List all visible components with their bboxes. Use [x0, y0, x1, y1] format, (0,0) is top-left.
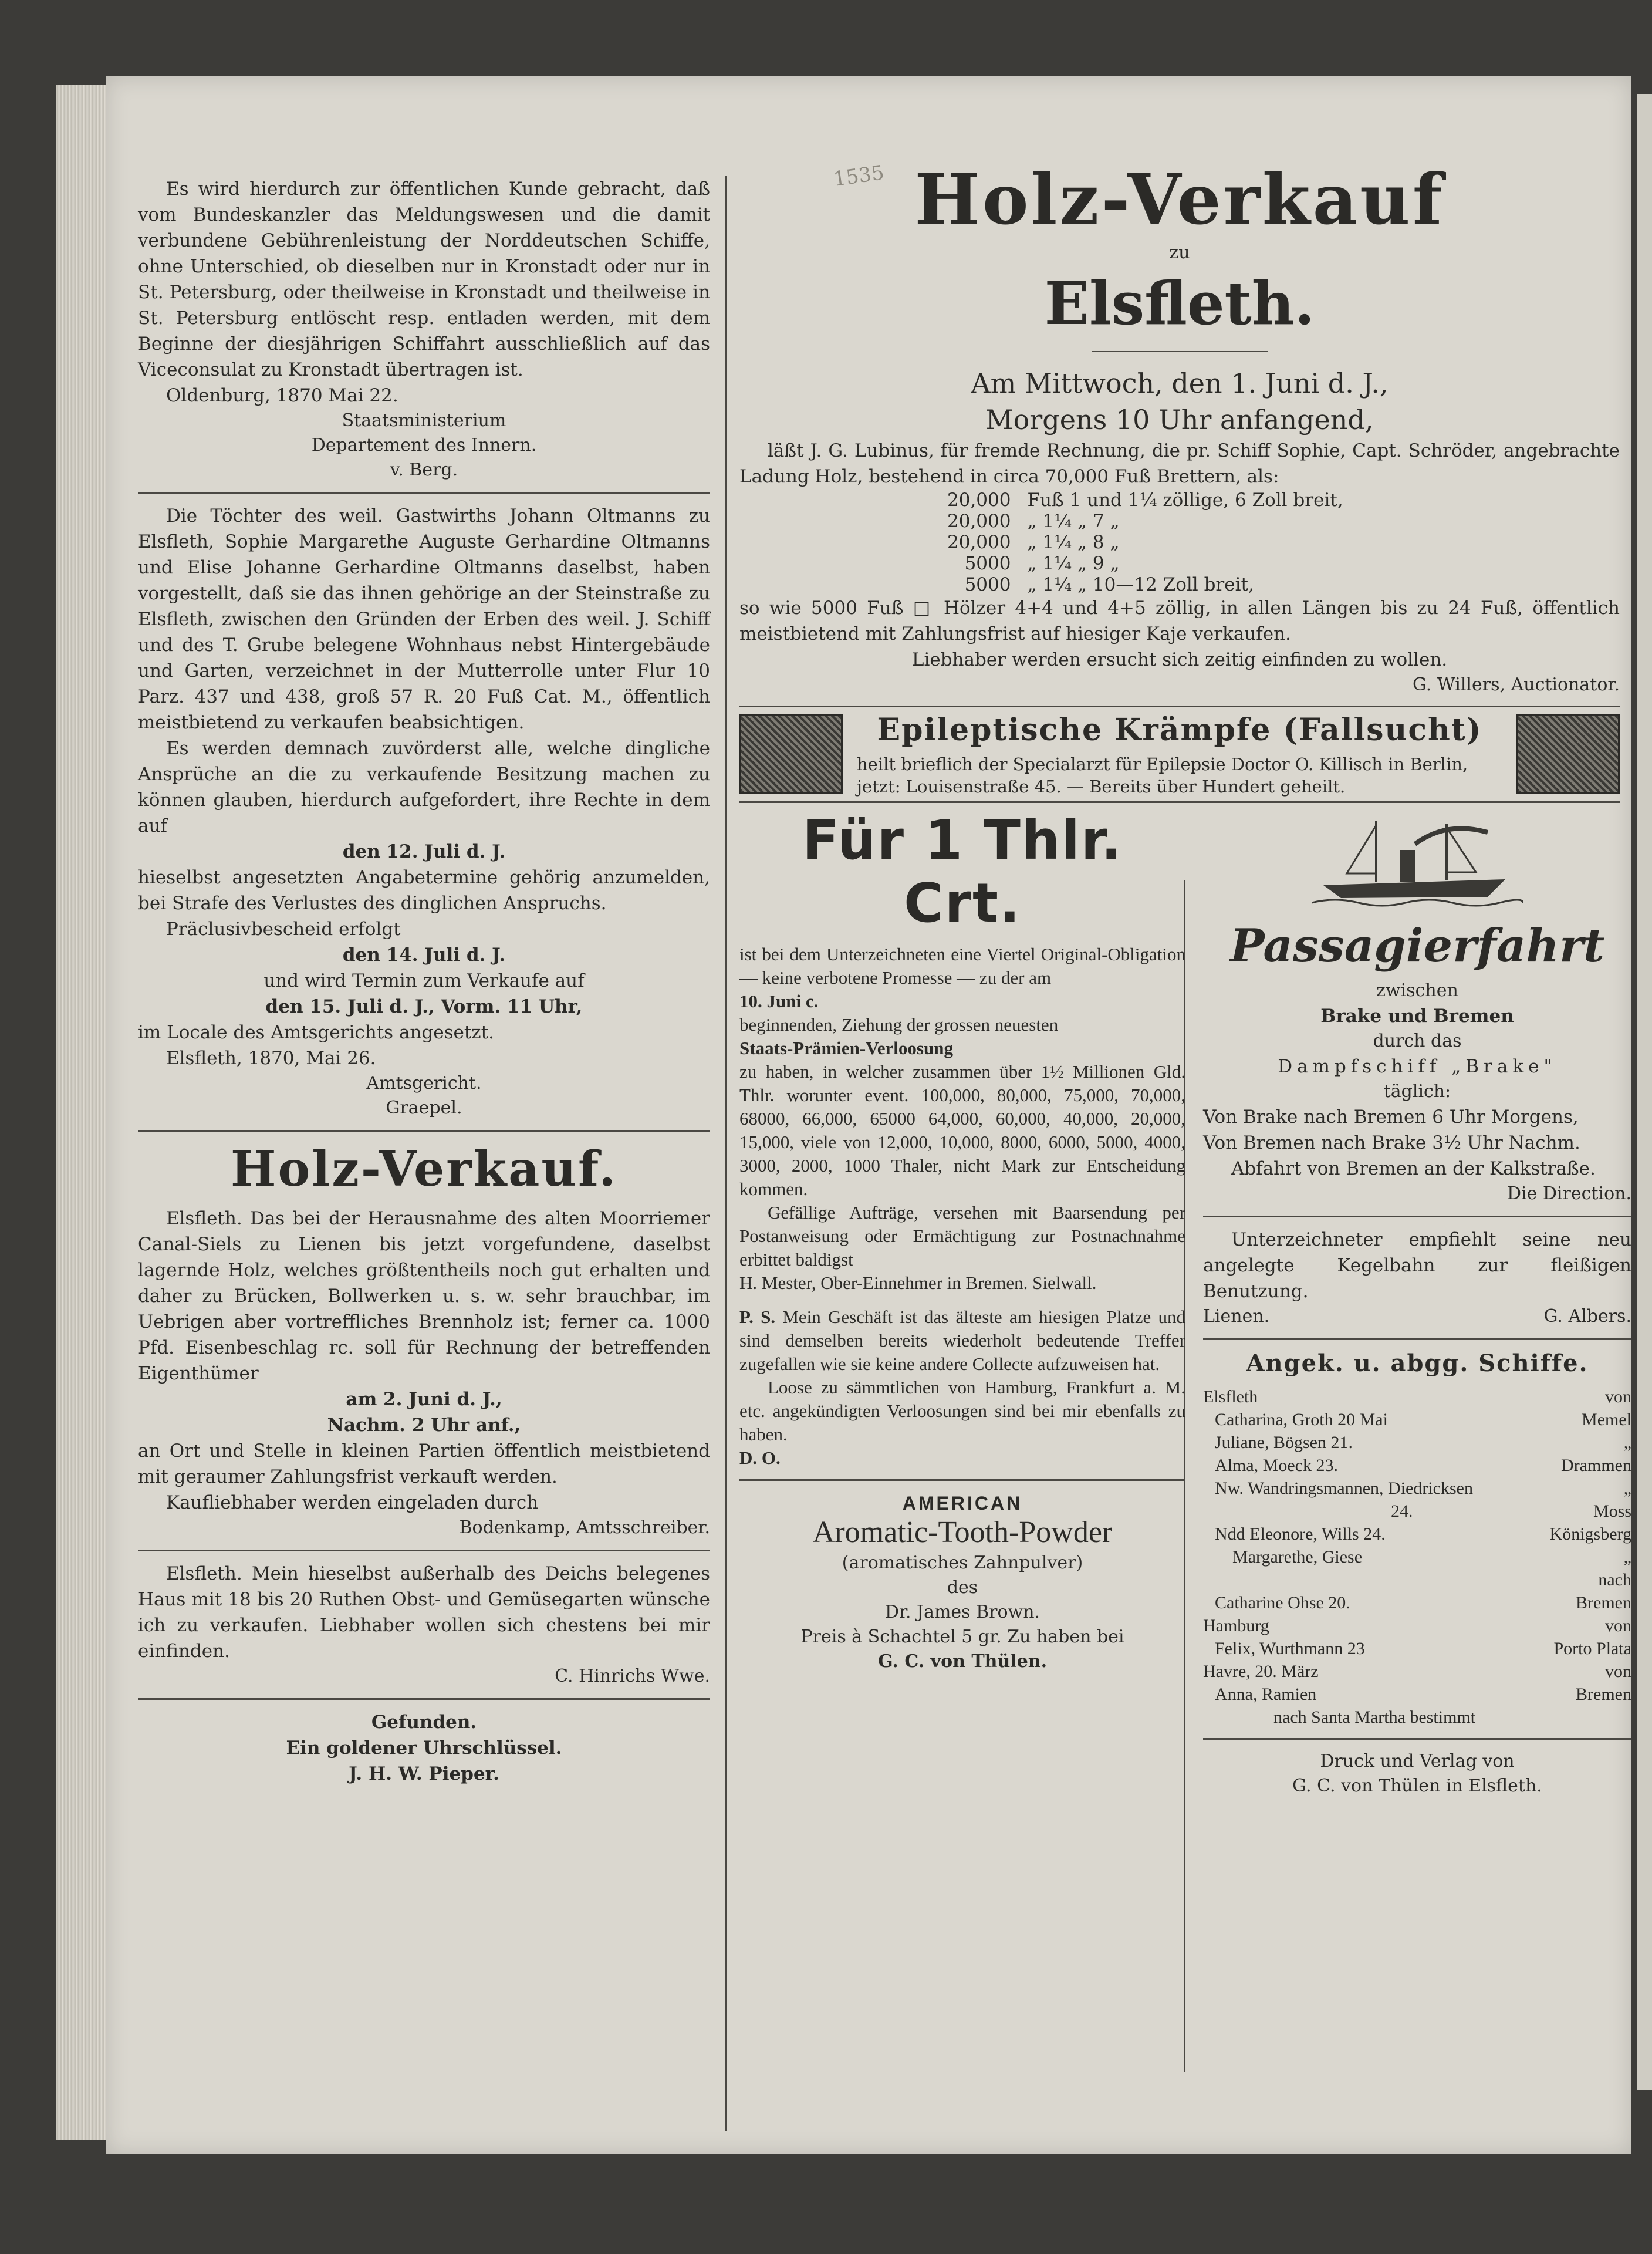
- ships-list: [1203, 1385, 1631, 1729]
- ad-passenger-line1: Von Brake nach Bremen 6 Uhr Morgens,: [1203, 1106, 1579, 1128]
- ship-name: Anna, Ramien: [1215, 1685, 1317, 1704]
- list-item: [1203, 1454, 1631, 1477]
- ad-lottery-ps-text: Mein Geschäft ist das älteste am hiesigen Platze und sind demselben bereits wiederholt bedeutende Treffer zugefallen wie sie keine andere Collecte aufzuweisen hat.: [739, 1307, 1185, 1374]
- left-column: [138, 176, 710, 1787]
- notice-wood-sale-small: [138, 1141, 710, 1540]
- notice-wood-text: Elsfleth. Das bei der Herausnahme des alten Moorriemer Canal-Siels zu Lienen bis jetzt vorgefundene, daselbst lagernde Holz, welches größtentheils noch gut erhalten und daher zu Brücken, Bollwerken u. s. w. sehr brauchbar, im Uebrigen aber vortreffliches Brennholz ist; ferner ca. 1000 Pfd. Eisenbeschlag rc. soll für Rechnung der betreffenden Eigenthümer: [138, 1208, 710, 1384]
- notice-house-text: Die Töchter des weil. Gastwirths Johann Oltmanns zu Elsfleth, Sophie Margarethe Auguste Gerhardine Oltmanns und Elise Johanne Gerhardine Oltmanns daselbst, haben vorgestellt, daß sie das ihnen gehörige an der Steinstraße zu Elsfleth, zwischen den Gründen der Erben des weil. J. Schiff und des T. Grube belegene Wohnhaus nebst Hintergebäude und Garten, verzeichnet in der Mutterrolle unter Flur 10 Parz. 437 und 438, groß 57 R. 20 Fuß Cat. M., öffentlich meistbietend zu verkaufen beabsichtigen.: [138, 505, 710, 733]
- ad-lottery-text: ist bei dem Unterzeichneten eine Viertel Original-Obligation — keine verbotene Promesse — zu der am: [739, 944, 1185, 988]
- page-mark: 1535: [832, 161, 886, 191]
- ship-port: Moss: [1593, 1501, 1631, 1521]
- table-cell: „ 1¼ „ 9 „: [1027, 553, 1120, 574]
- ship-port: Bremen: [1576, 1685, 1631, 1704]
- notice-garden-signature: C. Hinrichs Wwe.: [555, 1666, 710, 1686]
- newspaper-page: [106, 76, 1631, 2154]
- steamship-illustration: [1312, 809, 1523, 915]
- list-item: [1203, 1385, 1631, 1408]
- table-row: [939, 553, 1352, 574]
- ship-name: 24.: [1391, 1501, 1413, 1521]
- list-item: [1203, 1546, 1631, 1568]
- divider: [138, 1698, 710, 1700]
- ad-wood-signature: G. Willers, Auctionator.: [1412, 674, 1620, 695]
- ad-lottery-sign2: D. O.: [739, 1447, 781, 1468]
- notice-house-text5: und wird Termin zum Verkaufe auf: [263, 970, 585, 991]
- ad-passenger-zwischen: zwischen: [1376, 980, 1458, 1001]
- imprint-line1: Druck und Verlag von: [1320, 1751, 1515, 1772]
- ship-port: von: [1605, 1616, 1631, 1635]
- list-item: [1203, 1523, 1631, 1546]
- notice-wood-time: Nachm. 2 Uhr anf.,: [327, 1415, 521, 1436]
- ship-name: Havre, 20. März: [1203, 1662, 1319, 1681]
- notice-house-date1: den 12. Juli d. J.: [342, 841, 506, 862]
- ad-kegel-text: Unterzeichneter empfiehlt seine neu angelegte Kegelbahn zur fleißigen Benutzung.: [1203, 1229, 1631, 1302]
- ad-tooth-seller: G. C. von Thülen.: [877, 1651, 1048, 1672]
- ship-name: Elsfleth: [1203, 1387, 1258, 1406]
- list-item: [1203, 1431, 1631, 1454]
- ad-lottery-text3: zu haben, in welcher zusammen über 1½ Millionen Gld. Thlr. worunter event. 100,000, 80,000, 75,000, 70,000, 68000, 66,000, 65000 64,000, 60,000, 40,000, 20,000, 15,000, viele von 12,000, 10,000, 8000, 6000, 5000, 4000, 3000, 2000, 1000 Thaler, nicht Mark zur Entscheidung kommen.: [739, 1061, 1185, 1199]
- ad-wood-zu: zu: [1169, 242, 1190, 263]
- divider: [1203, 1216, 1631, 1217]
- ad-wood-auction: [739, 158, 1620, 697]
- ornament-box-right: [1516, 714, 1620, 794]
- ad-kegel-place: Lienen.: [1203, 1306, 1270, 1327]
- ad-tooth-des: des: [947, 1577, 978, 1598]
- divider: [1203, 1338, 1631, 1340]
- table-cell: 5000: [964, 574, 1011, 595]
- ship-name: Catharina, Groth 20 Mai: [1215, 1410, 1388, 1429]
- notice-consulate-signature: v. Berg.: [390, 460, 458, 480]
- ad-epilepsy-text: heilt brieflich der Specialarzt für Epilepsie Doctor O. Killisch in Berlin, jetzt: Louisenstraße 45. — Bereits über Hundert geheilt.: [857, 754, 1468, 797]
- divider: [739, 1479, 1185, 1481]
- ship-name: Hamburg: [1203, 1616, 1269, 1635]
- ship-port: „: [1623, 1433, 1631, 1452]
- notice-consulate-date: Oldenburg, 1870 Mai 22.: [166, 385, 398, 406]
- notice-found-text: Ein goldener Uhrschlüssel.: [286, 1737, 562, 1759]
- table-row: [939, 511, 1352, 532]
- table-cell: 5000: [964, 553, 1011, 574]
- ad-wood-text: läßt J. G. Lubinus, für fremde Rechnung, die pr. Schiff Sophie, Capt. Schröder, angebrachte Ladung Holz, bestehend in circa 70,000 Fuß Brettern, als:: [739, 440, 1620, 487]
- list-item: [1203, 1660, 1631, 1683]
- ship-name: Margarethe, Giese: [1232, 1547, 1363, 1567]
- divider: [138, 1550, 710, 1551]
- right-column: [739, 158, 1631, 1796]
- ad-epilepsy: [739, 706, 1620, 803]
- ad-passenger-durch: durch das: [1373, 1031, 1462, 1051]
- ornament-box-left: [739, 714, 843, 794]
- list-item: [1203, 1477, 1631, 1500]
- ad-wood-time: Morgens 10 Uhr anfangend,: [985, 404, 1374, 436]
- ship-name: Ndd Eleonore, Wills 24.: [1215, 1524, 1386, 1544]
- notice-house-sale: [138, 503, 710, 1121]
- ad-kegel-signature: G. Albers.: [1543, 1306, 1631, 1327]
- notice-house-authority: Amtsgericht.: [366, 1073, 482, 1094]
- ad-lottery-signature: H. Mester, Ober-Einnehmer in Bremen. Sielwall.: [739, 1273, 1097, 1293]
- list-item: [1203, 1568, 1631, 1591]
- lottery-column: [739, 803, 1185, 1674]
- ship-name: Nw. Wandringsmannen, Diedricksen: [1215, 1479, 1473, 1498]
- notice-garden-house: [138, 1561, 710, 1689]
- ad-tooth-price: Preis à Schachtel 5 gr. Zu haben bei: [800, 1627, 1124, 1647]
- ad-passenger-route: Brake und Bremen: [1320, 1005, 1514, 1027]
- ad-wood-title: Holz-Verkauf: [914, 158, 1445, 240]
- ad-kegel-footer: [1203, 1304, 1631, 1329]
- ad-tooth-american: AMERICAN: [902, 1493, 1023, 1514]
- ad-lottery-heading: Für 1 Thlr. Crt.: [802, 809, 1123, 934]
- ad-passenger-daily: täglich:: [1383, 1081, 1451, 1102]
- notice-house-date3: den 15. Juli d. J., Vorm. 11 Uhr,: [265, 996, 583, 1017]
- ad-tooth-sub: (aromatisches Zahnpulver): [842, 1553, 1083, 1573]
- imprint-line2: G. C. von Thülen in Elsfleth.: [1292, 1776, 1542, 1796]
- notice-garden-text: Elsfleth. Mein hieselbst außerhalb des Deichs belegenes Haus mit 18 bis 20 Ruthen Obst- und Gemüsegarten wünsche ich zu verkaufen. Liebhaber wollen sich chestens bei mir einfinden.: [138, 1563, 710, 1662]
- divider: [1092, 351, 1268, 352]
- ad-passenger-line2: Von Bremen nach Brake 3½ Uhr Nachm.: [1203, 1132, 1580, 1153]
- notice-house-place-date: Elsfleth, 1870, Mai 26.: [166, 1048, 376, 1069]
- ad-epilepsy-title: Epileptische Krämpfe (Fallsucht): [877, 712, 1482, 748]
- ship-name: Felix, Wurthmann 23: [1215, 1639, 1365, 1658]
- notice-wood-date: am 2. Juni d. J.,: [346, 1389, 502, 1410]
- next-page-edge: [1637, 94, 1652, 2090]
- divider: [138, 1130, 710, 1132]
- notice-consulate: [138, 176, 710, 482]
- list-item: [1203, 1500, 1631, 1523]
- ship-name: [1203, 1568, 1215, 1591]
- notice-house-date2: den 14. Juli d. J.: [342, 944, 506, 966]
- ship-port: „: [1623, 1547, 1631, 1567]
- ad-wood-text2: so wie 5000 Fuß □ Hölzer 4+4 und 4+5 zöllig, in allen Längen bis zu 24 Fuß, öffentlich meistbietend mit Zahlungsfrist auf hiesiger Kaje verkaufen.: [739, 598, 1620, 645]
- lower-right-area: [739, 803, 1631, 1796]
- ad-wood-text3: Liebhaber werden ersucht sich zeitig einfinden zu wollen.: [911, 649, 1448, 670]
- notice-wood-text2: an Ort und Stelle in kleinen Partien öffentlich meistbietend mit geraumer Zahlungsfrist verkauft werden.: [138, 1440, 710, 1487]
- notice-found: [138, 1709, 710, 1787]
- notice-house-signature: Graepel.: [386, 1098, 462, 1118]
- table-cell: Fuß 1 und 1¼ zöllige, 6 Zoll breit,: [1027, 490, 1343, 511]
- table-cell: „ 1¼ „ 8 „: [1027, 532, 1120, 553]
- divider: [1203, 1738, 1631, 1740]
- ad-tooth-doctor: Dr. James Brown.: [884, 1602, 1040, 1622]
- table-cell: 20,000: [947, 532, 1011, 553]
- ships-heading: Angek. u. abgg. Schiffe.: [1246, 1349, 1589, 1377]
- ad-lottery-date: 10. Juni c.: [739, 991, 819, 1011]
- notice-house-text4: Präclusivbescheid erfolgt: [166, 919, 401, 940]
- ad-lottery-ps: [739, 1305, 1185, 1376]
- book-page-edges: [56, 85, 110, 2140]
- table-row: [939, 574, 1352, 595]
- list-item: [1203, 1637, 1631, 1660]
- ship-port: von: [1605, 1662, 1631, 1681]
- ad-wood-place: Elsfleth.: [1044, 269, 1315, 338]
- ad-lottery-text4: Gefällige Aufträge, versehen mit Baarsendung per Postanweisung oder Ermächtigung zur Postnachnahme erbittet baldigst: [739, 1202, 1185, 1270]
- ship-port: Memel: [1582, 1410, 1631, 1429]
- notice-house-text6: im Locale des Amtsgerichts angesetzt.: [138, 1022, 494, 1043]
- notice-consulate-text: Es wird hierdurch zur öffentlichen Kunde gebracht, daß vom Bundeskanzler das Meldungswesen und die damit verbundene Gebührenleistung der Norddeutschen Schiffe, ohne Unterschied, ob dieselben nur in Kronstadt oder nur in St. Petersburg, oder theilweise in Kronstadt und theilweise in St. Petersburg entlöscht resp. entladen werden, mit dem Beginne der diesjährigen Schiffahrt ausschließlich auf das Viceconsulat zu Kronstadt übertragen ist.: [138, 178, 710, 380]
- list-item: [1203, 1408, 1631, 1431]
- list-item: [1203, 1591, 1631, 1614]
- table-cell: 20,000: [947, 490, 1011, 511]
- ship-port: nach: [1598, 1570, 1631, 1590]
- ad-passenger-ship: Dampfschiff „Brake": [1278, 1056, 1557, 1077]
- notice-house-text3: hieselbst angesetzten Angabetermine gehörig anzumelden, bei Strafe des Verlustes des dinglichen Anspruchs.: [138, 867, 710, 914]
- notice-consulate-department: Departement des Innern.: [311, 435, 537, 455]
- ad-wood-table: [939, 490, 1352, 595]
- ship-name: Juliane, Bögsen 21.: [1215, 1433, 1353, 1452]
- ship-port: Drammen: [1561, 1456, 1631, 1475]
- column-rule-main: [725, 176, 727, 2131]
- ad-lottery-text5: Loose zu sämmtlichen von Hamburg, Frankfurt a. M. etc. angekündigten Verloosungen sind bei mir ebenfalls zu haben.: [739, 1377, 1185, 1445]
- ship-name: Alma, Moeck 23.: [1215, 1456, 1338, 1475]
- notice-found-heading: Gefunden.: [371, 1712, 477, 1733]
- ad-passenger-title: Passagierfahrt: [1229, 919, 1605, 973]
- ad-wood-date: Am Mittwoch, den 1. Juni d. J.,: [971, 367, 1389, 399]
- ship-port: Bremen: [1576, 1593, 1631, 1612]
- ship-name: Catharine Ohse 20.: [1215, 1593, 1350, 1612]
- divider: [138, 492, 710, 494]
- ad-lottery-name: Staats-Prämien-Verloosung: [739, 1038, 953, 1058]
- notice-wood-text3: Kaufliebhaber werden eingeladen durch: [166, 1492, 539, 1513]
- list-item: [1203, 1683, 1631, 1706]
- passenger-column: [1203, 803, 1631, 1799]
- ad-lottery-text2: beginnenden, Ziehung der grossen neuesten: [739, 1014, 1059, 1035]
- ship-port: „: [1623, 1479, 1631, 1498]
- notice-wood-heading: Holz-Verkauf.: [231, 1141, 617, 1197]
- ad-tooth-name: Aromatic-Tooth-Powder: [812, 1516, 1113, 1549]
- ship-port: von: [1605, 1387, 1631, 1406]
- notice-house-text2: Es werden demnach zuvörderst alle, welche dingliche Ansprüche an die zu verkaufende Besitzung machen zu können glauben, hierdurch aufgefordert, ihre Rechte in dem auf: [138, 738, 710, 836]
- ad-passenger-signature: Die Direction.: [1506, 1183, 1631, 1204]
- table-cell: „ 1¼ „ 7 „: [1027, 511, 1120, 532]
- table-row: [939, 490, 1352, 511]
- notice-wood-signature: Bodenkamp, Amtsschreiber.: [459, 1517, 710, 1538]
- list-item: [1203, 1706, 1631, 1729]
- ad-lottery-ps-label: P. S.: [739, 1307, 776, 1327]
- ad-passenger-line3: Abfahrt von Bremen an der Kalkstraße.: [1231, 1158, 1596, 1179]
- list-item: [1203, 1614, 1631, 1637]
- ship-name: nach Santa Martha bestimmt: [1273, 1708, 1476, 1727]
- table-row: [939, 532, 1352, 553]
- notice-consulate-authority: Staatsministerium: [342, 410, 506, 431]
- table-cell: 20,000: [947, 511, 1011, 532]
- ship-port: Königsberg: [1549, 1524, 1631, 1544]
- table-cell: „ 1¼ „ 10—12 Zoll breit,: [1027, 574, 1254, 595]
- ship-port: Porto Plata: [1553, 1639, 1631, 1658]
- notice-found-signature: J. H. W. Pieper.: [349, 1763, 499, 1784]
